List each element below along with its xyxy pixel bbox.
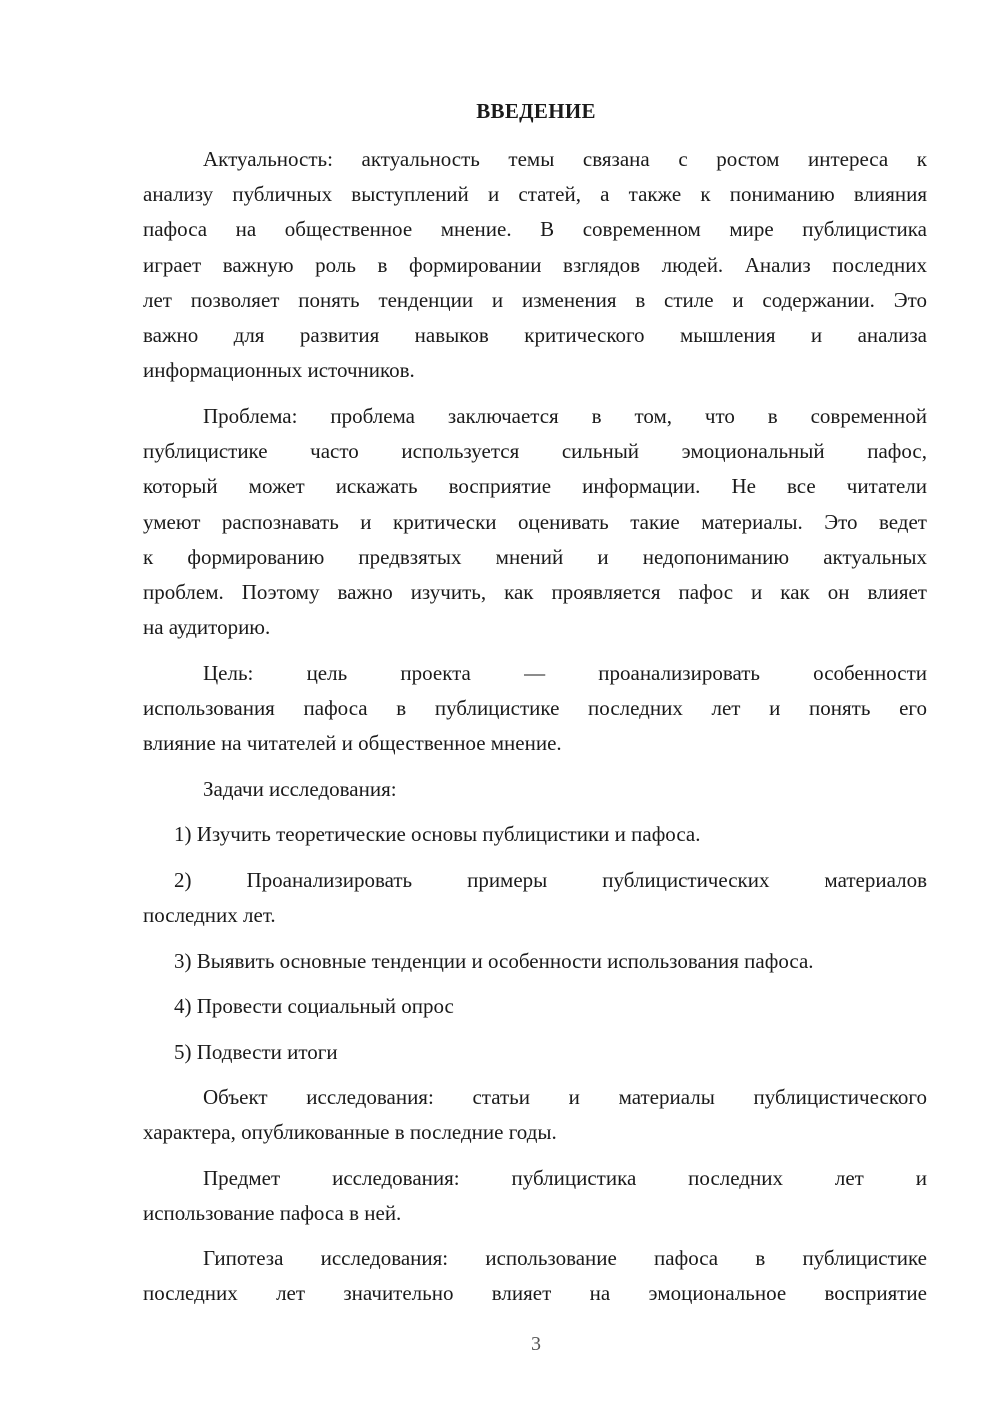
- task-line: последних лет.: [143, 903, 276, 928]
- problem-line: Проблема: проблема заключается в том, что в современной: [203, 404, 927, 428]
- goal-line: Цель: цель проекта — проанализировать особенности: [203, 661, 927, 685]
- tasks-heading: Задачи исследования:: [203, 777, 397, 801]
- subject-line: Предмет исследования: публицистика последних лет и: [203, 1166, 927, 1190]
- problem-paragraph: [143, 399, 927, 645]
- relevance-line: играет важную роль в формировании взглядов людей. Анализ последних: [143, 252, 927, 277]
- object-paragraph: [143, 1080, 927, 1150]
- task-line: 2) Проанализировать примеры публицистических материалов: [174, 868, 927, 892]
- problem-line: проблем. Поэтому важно изучить, как проявляется пафос и как он влияет: [143, 580, 927, 605]
- subject-line: использование пафоса в ней.: [143, 1201, 402, 1226]
- problem-line: публицистике часто используется сильный эмоциональный пафос,: [143, 439, 927, 464]
- problem-line: который может искажать восприятие информации. Не все читатели: [143, 474, 927, 499]
- goal-paragraph: [143, 656, 927, 762]
- hypothesis-paragraph: [143, 1241, 927, 1311]
- relevance-paragraph: [143, 142, 927, 388]
- problem-line: умеют распознавать и критически оценивать такие материалы. Это ведет: [143, 509, 927, 534]
- subject-paragraph: [143, 1161, 927, 1231]
- problem-line: к формированию предвзятых мнений и недопониманию актуальных: [143, 544, 927, 569]
- problem-line: на аудиторию.: [143, 615, 271, 640]
- page-number: 3: [531, 1333, 541, 1355]
- task-item: 4) Провести социальный опрос: [174, 994, 454, 1018]
- task-item: 3) Выявить основные тенденции и особенности использования пафоса.: [174, 949, 814, 973]
- relevance-line: важно для развития навыков критического мышления и анализа: [143, 323, 927, 348]
- task-item: [143, 863, 927, 933]
- goal-line: влияние на читателей и общественное мнение.: [143, 731, 562, 756]
- object-line: Объект исследования: статьи и материалы публицистического: [203, 1085, 927, 1109]
- relevance-line: анализу публичных выступлений и статей, а также к пониманию влияния: [143, 182, 927, 207]
- object-line: характера, опубликованные в последние годы.: [143, 1120, 557, 1145]
- hypothesis-line: Гипотеза исследования: использование пафоса в публицистике: [203, 1246, 927, 1270]
- relevance-line: лет позволяет понять тенденции и изменения в стиле и содержании. Это: [143, 287, 927, 312]
- goal-line: использования пафоса в публицистике последних лет и понять его: [143, 696, 927, 721]
- relevance-line: пафоса на общественное мнение. В современном мире публицистика: [143, 217, 927, 242]
- task-item: 1) Изучить теоретические основы публицистики и пафоса.: [174, 822, 701, 846]
- relevance-line: информационных источников.: [143, 358, 415, 383]
- task-item: 5) Подвести итоги: [174, 1040, 338, 1064]
- hypothesis-line: последних лет значительно влияет на эмоциональное восприятие: [143, 1281, 927, 1306]
- relevance-line: Актуальность: актуальность темы связана с ростом интереса к: [203, 147, 927, 171]
- page-title: ВВЕДЕНИЕ: [476, 99, 596, 123]
